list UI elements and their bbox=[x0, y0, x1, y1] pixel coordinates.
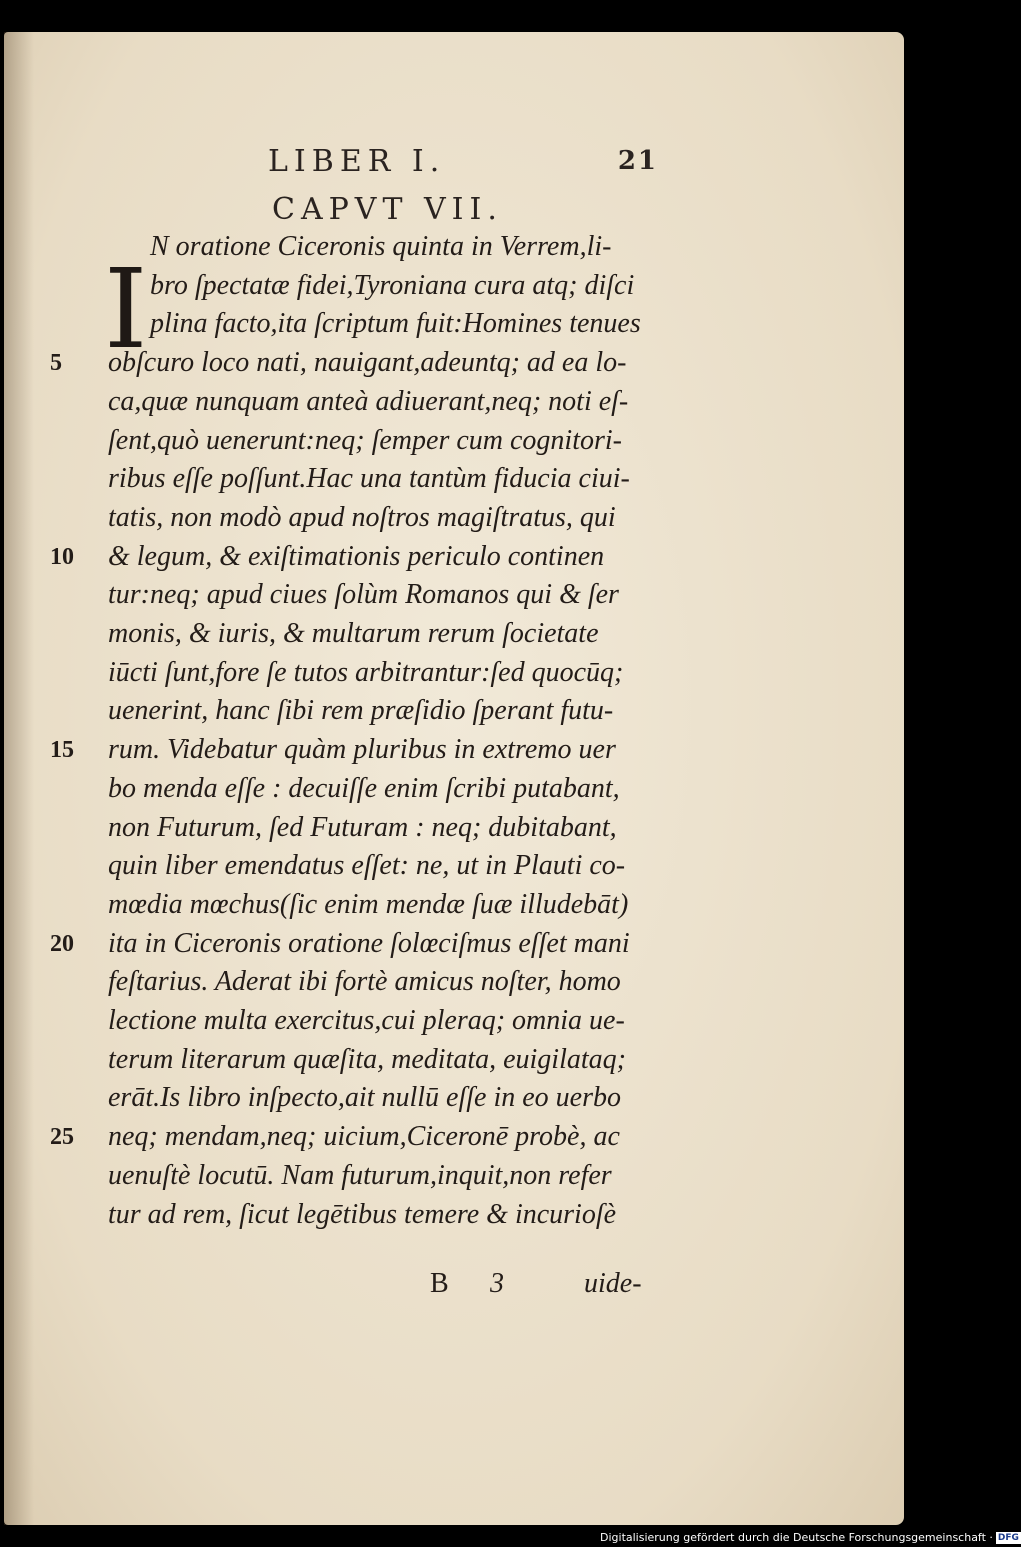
text-line: ita in Ciceronis oratione ſolœciſmus eſſet mani bbox=[108, 928, 630, 959]
text-line: ribus eſſe poſſunt.Hac una tantùm fiducia ciui- bbox=[108, 463, 630, 494]
text-line: quin liber emendatus eſſet: ne, ut in Plauti co- bbox=[108, 850, 626, 881]
running-title: LIBER I. bbox=[268, 144, 446, 179]
text-line: rum. Videbatur quàm pluribus in extremo uer bbox=[108, 734, 616, 765]
text-line: tatis, non modò apud noſtros magiſtratus, qui bbox=[108, 502, 616, 533]
text-line: uenerint, hanc ſibi rem præſidio ſperant futu- bbox=[108, 695, 614, 726]
text-line: ſent,quò uenerunt:neq; ſemper cum cognitori- bbox=[108, 425, 622, 456]
text-line: iūcti ſunt,fore ſe tutos arbitrantur:ſed quocūq; bbox=[108, 657, 624, 688]
line-number: 25 bbox=[50, 1124, 74, 1150]
text-line: tur ad rem, ſicut legētibus temere & incurioſè bbox=[108, 1199, 617, 1230]
drop-initial: I bbox=[104, 245, 148, 373]
line-number: 5 bbox=[50, 350, 62, 376]
text-line: bro ſpectatæ fidei,Tyroniana cura atq; diſci bbox=[150, 270, 635, 301]
dfg-logo: DFG bbox=[997, 1533, 1019, 1543]
text-line: monis, & iuris, & multarum rerum ſocietate bbox=[108, 618, 599, 649]
text-line: tur:neq; apud ciues ſolùm Romanos qui & ſer bbox=[108, 579, 619, 610]
text-line: terum literarum quæſita, meditata, euigilataq; bbox=[108, 1044, 626, 1075]
text-line: ca,quæ nunquam anteà adiuerant,neq; noti eſ- bbox=[108, 386, 629, 417]
digitization-credit bbox=[600, 1530, 1019, 1546]
text-line: feſtarius. Aderat ibi fortè amicus noſter, homo bbox=[108, 966, 621, 997]
signature-mark: B bbox=[430, 1268, 449, 1299]
text-line: plina facto,ita ſcriptum fuit:Homines tenues bbox=[150, 308, 641, 339]
text-line: mœdia mœchus(ſic enim mendæ ſuæ illudebāt) bbox=[108, 889, 629, 920]
text-line: lectione multa exercitus,cui pleraq; omnia ue- bbox=[108, 1005, 625, 1036]
chapter-heading: CAPVT VII. bbox=[272, 192, 503, 227]
folio-number: 21 bbox=[617, 146, 658, 176]
catchline bbox=[4, 1268, 904, 1308]
text-line: uenuſtè locutū. Nam futurum,inquit,non refer bbox=[108, 1160, 612, 1191]
text-line: & legum, & exiſtimationis periculo continen bbox=[108, 541, 605, 572]
text-line: neq; mendam,neq; uicium,Ciceronē probè, ac bbox=[108, 1121, 620, 1152]
signature-number: 3 bbox=[490, 1268, 504, 1299]
text-line: bo menda eſſe : decuiſſe enim ſcribi putabant, bbox=[108, 773, 620, 804]
line-number: 20 bbox=[50, 931, 74, 957]
text-line: N oratione Ciceronis quinta in Verrem,li- bbox=[150, 231, 612, 262]
text-line: erāt.Is libro inſpecto,ait nullū eſſe in eo uerbo bbox=[108, 1082, 621, 1113]
catchword: uide- bbox=[584, 1268, 642, 1299]
text-line: obſcuro loco nati, nauigant,adeuntq; ad ea lo- bbox=[108, 347, 627, 378]
text-line: non Futurum, ſed Futuram : neq; dubitabant, bbox=[108, 812, 617, 843]
credit-text: Digitalisierung gefördert durch die Deutsche Forschungsgemeinschaft · bbox=[600, 1531, 993, 1544]
line-number: 10 bbox=[50, 544, 74, 570]
running-head bbox=[268, 144, 658, 184]
book-page bbox=[4, 32, 904, 1525]
line-number: 15 bbox=[50, 737, 74, 763]
